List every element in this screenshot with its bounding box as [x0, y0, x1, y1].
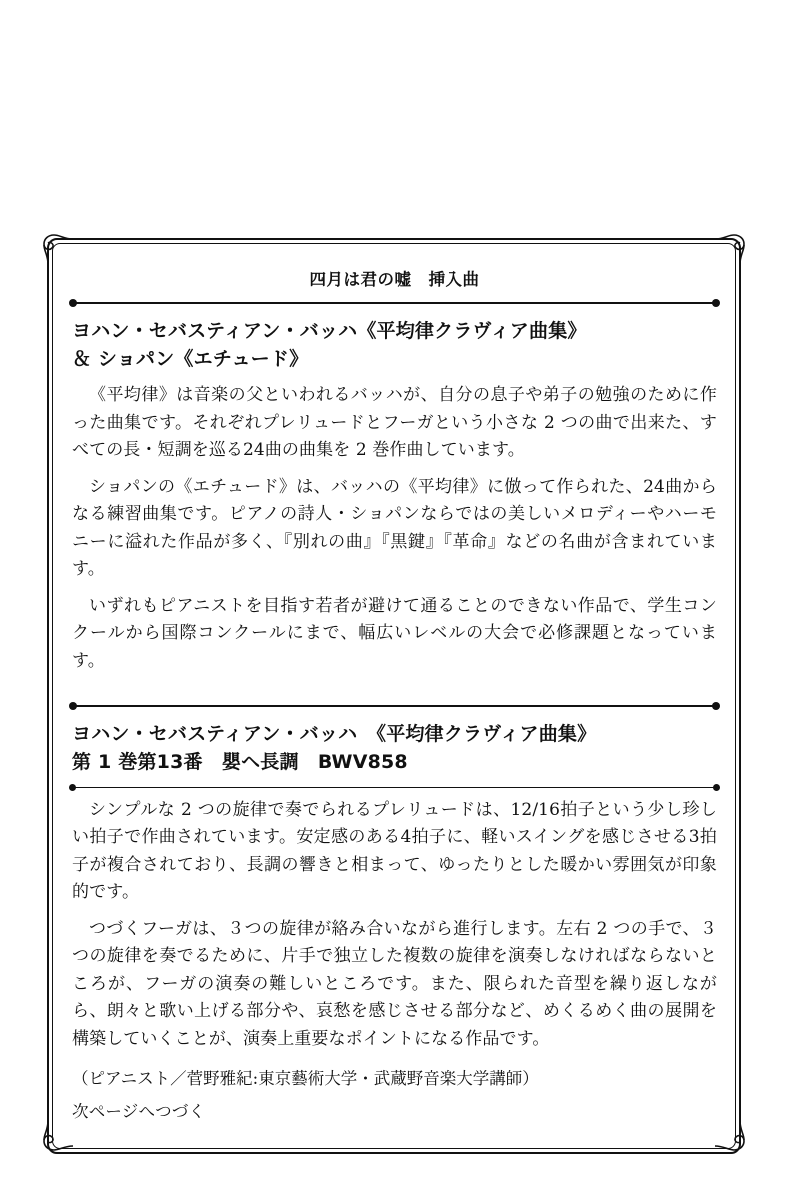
corner-flourish-icon [714, 231, 748, 265]
divider-rule [74, 787, 715, 788]
section-1-heading-line1: ヨハン・セバスティアン・バッハ《平均律クラヴィア曲集》 [72, 320, 587, 342]
corner-flourish-icon [40, 231, 74, 265]
section-2-heading-line2: 第 1 巻第13番 嬰ヘ長調 BWV858 [72, 750, 408, 773]
section-2-paragraph: シンプルな 2 つの旋律で奏でられるプレリュードは、12/16拍子という少し珍しい拍子で作曲されています。安定感のある4拍子に、軽いスイングを感じさせる3拍子が複合されており、長調の響きと相まって、ゆったりとした暖かい雰囲気が印象的です。 [72, 799, 717, 903]
corner-flourish-icon [40, 1120, 74, 1154]
section-2-paragraph: つづくフーガは、３つの旋律が絡み合いながら進行します。左右 2 つの手で、３つの旋律を奏でるために、片手で独立した複数の旋律を演奏しなければならないところが、フーガの演奏の難しいところです。また、限られた音型を繰り返しながら、朗々と歌い上げる部分や、哀愁を感じさせる部分など、めくるめく曲の展開を構築していくことが、演奏上重要なポイントになる作品です。 [72, 918, 717, 1049]
section-1-paragraph: いずれもピアニストを目指す若者が避けて通ることのできない作品で、学生コンクールから国際コンクールにまで、幅広いレベルの大会で必修課題となっています。 [72, 595, 717, 671]
section-spacer [72, 675, 717, 693]
divider-rule [74, 302, 715, 304]
author-credit: （ピアニスト／菅野雅紀:東京藝術大学・武蔵野音楽大学講師） [72, 1069, 539, 1089]
series-title: 四月は君の嘘 挿入曲 [309, 270, 480, 289]
section-1-paragraph: 《平均律》は音楽の父といわれるバッハが、自分の息子や弟子の勉強のために作った曲集です。それぞれプレリュードとフーガという小さな 2 つの曲で出来た、すべての長・短調を巡る24曲の曲集を 2 巻作曲しています。 [72, 385, 717, 461]
section-1-heading [72, 318, 717, 373]
document-content [72, 258, 717, 1138]
section-2-heading [72, 721, 717, 776]
divider-rule [74, 705, 715, 707]
section-1-heading-line2: ＆ ショパン《エチュード》 [72, 347, 309, 370]
section-1-paragraph: ショパンの《エチュード》は、バッハの《平均律》に倣って作られた、24曲からなる練習曲集です。ピアノの詩人・ショパンならではの美しいメロディーやハーモニーに溢れた作品が多く、『別れの曲』『黒鍵』『革命』などの名曲が含まれています。 [72, 476, 717, 580]
continued-note: 次ページへつづく [72, 1102, 206, 1121]
corner-flourish-icon [714, 1120, 748, 1154]
section-2-heading-line1: ヨハン・セバスティアン・バッハ 《平均律クラヴィア曲集》 [72, 723, 597, 746]
